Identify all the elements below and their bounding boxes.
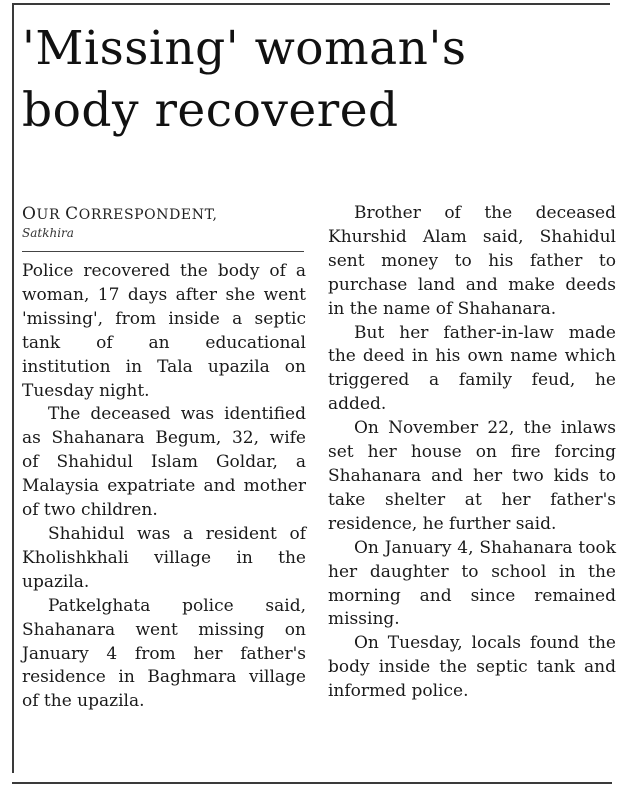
paragraph: Patkelghata police said, Shahanara went missing on January 4 from her father's residence in Baghmara village of the upazila. bbox=[22, 595, 306, 712]
left-border bbox=[12, 3, 14, 773]
headline-line-2: body recovered bbox=[22, 83, 399, 138]
paragraph: On Tuesday, locals found the body inside the septic tank and informed police. bbox=[328, 633, 616, 702]
article-column-left bbox=[22, 202, 306, 714]
paragraph: Brother of the deceased Khurshid Alam said, Shahidul sent money to his father to purchase land and make deeds in the name of Shahanara. bbox=[328, 203, 616, 319]
paragraph: On November 22, the inlaws set her house on fire forcing Shahanara and her two kids to take shelter at her father's residence, he further said. bbox=[328, 418, 616, 534]
headline-line-1: 'Missing' woman's bbox=[22, 21, 467, 76]
byline-name: OUR CORRESPONDENT, bbox=[22, 204, 218, 224]
paragraph: The deceased was identified as Shahanara Begum, 32, wife of Shahidul Islam Goldar, a Malaysia expatriate and mother of two children. bbox=[22, 404, 306, 521]
byline bbox=[22, 204, 306, 241]
bottom-border bbox=[12, 782, 612, 784]
paragraph: Police recovered the body of a woman, 17 days after she went 'missing', from inside a septic tank of an educational institution in Tala upazila on Tuesday night. bbox=[22, 261, 306, 401]
paragraph: Shahidul was a resident of Kholishkhali village in the upazila. bbox=[22, 523, 306, 592]
article-column-right bbox=[328, 202, 616, 704]
byline-place: Satkhira bbox=[22, 226, 74, 240]
top-border bbox=[14, 3, 610, 5]
paragraph: But her father-in-law made the deed in his own name which triggered a family feud, he added. bbox=[328, 322, 616, 415]
byline-divider bbox=[22, 251, 304, 252]
headline bbox=[22, 18, 612, 142]
paragraph: On January 4, Shahanara took her daughter to school in the morning and since remained missing. bbox=[328, 537, 616, 630]
